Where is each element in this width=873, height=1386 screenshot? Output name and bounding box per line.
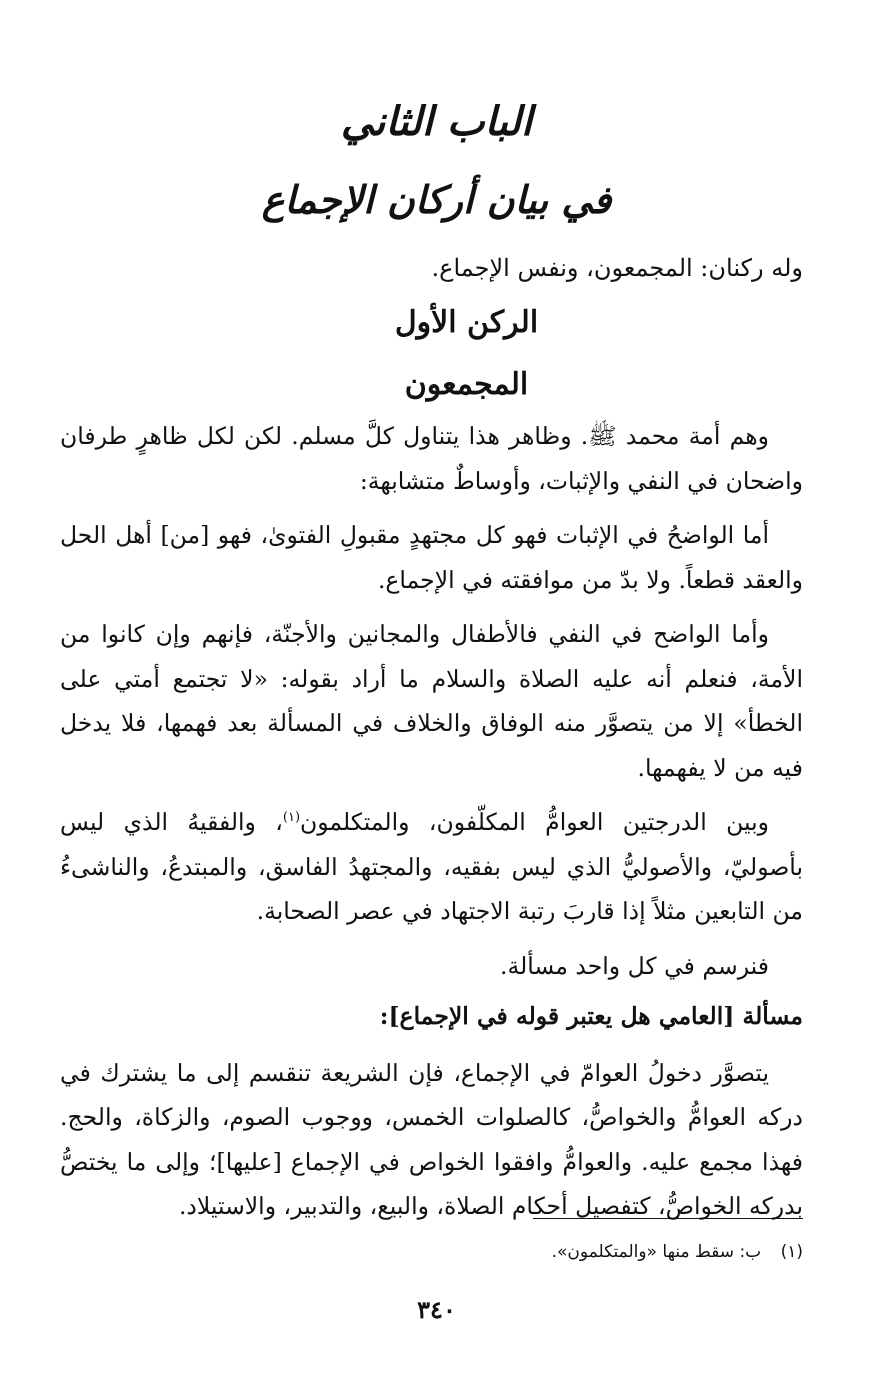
chapter-subtitle: في بيان أركان الإجماع	[261, 177, 612, 222]
paragraph-2: أما الواضحُ في الإثبات فهو كل مجتهدٍ مقبولِ الفتوىٰ، فهو [من] أهل الحل والعقد قطعاً. ولا بدّ من موافقته في الإجماع.	[60, 521, 803, 594]
paragraph-4	[60, 800, 803, 934]
footnote-text: ب: سقط منها «والمتكلمون».	[551, 1242, 762, 1262]
chapter-title: الباب الثاني	[340, 98, 533, 145]
footnote-number: (١)	[780, 1242, 803, 1262]
footnote-divider	[533, 1218, 803, 1219]
paragraph-6: يتصوَّر دخولُ العوامّ في الإجماع، فإن الشريعة تنقسم إلى ما يشترك في دركه العوامُّ والخواصُّ، كالصلوات الخمس، ووجوب الصوم، والزكاة، والحج. فهذا مجمع عليه. والعوامُّ وافقوا الخواص في الإجماع [عليها]؛ وإلى ما يختصُّ بدركه الخواصُّ، كتفصيل أحكام الصلاة، والبيع، والتدبير، والاستيلاد.	[60, 1058, 803, 1220]
footnote	[552, 1238, 803, 1266]
body-text	[60, 414, 803, 1239]
paragraph-4-start: وبين الدرجتين العوامُّ المكلّفون، والمتكلمون	[300, 808, 769, 836]
paragraph-1: وهم أمة محمد ﷺ. وظاهر هذا يتناول كلَّ مسلم. لكن لكل ظاهرٍ طرفان واضحان في النفي والإثبات، وأوساطٌ متشابهة:	[60, 422, 803, 495]
issue-heading: مسألة [العامي هل يعتبر قوله في الإجماع]:	[379, 1002, 803, 1030]
page-number: ٣٤٠	[417, 1295, 456, 1324]
paragraph-4-end: ، والفقيهُ الذي ليس بأصوليّ، والأصوليُّ الذي ليس بفقيه، والمجتهدُ الفاسق، والمبتدعُ، والناشىءُ من التابعين مثلاً إذا قاربَ رتبة الاجتهاد في عصر الصحابة.	[60, 808, 803, 925]
intro-line: وله ركنان: المجمعون، ونفس الإجماع.	[431, 254, 803, 282]
footnote-marker: (١)	[282, 810, 301, 826]
paragraph-5: فنرسم في كل واحد مسألة.	[500, 951, 769, 980]
pillar-heading: الركن الأول	[394, 305, 539, 340]
pillar-subheading: المجمعون	[404, 367, 529, 402]
paragraph-3: وأما الواضح في النفي فالأطفال والمجانين والأجنّة، فإنهم وإن كانوا من الأمة، فنعلم أنه عليه الصلاة والسلام ما أراد بقوله: «لا تجتمع أمتي على الخطأ» إلا من يتصوَّر منه الوفاق والخلاف في المسألة بعد فهمها، فلا يدخل فيه من لا يفهمها.	[60, 620, 803, 782]
